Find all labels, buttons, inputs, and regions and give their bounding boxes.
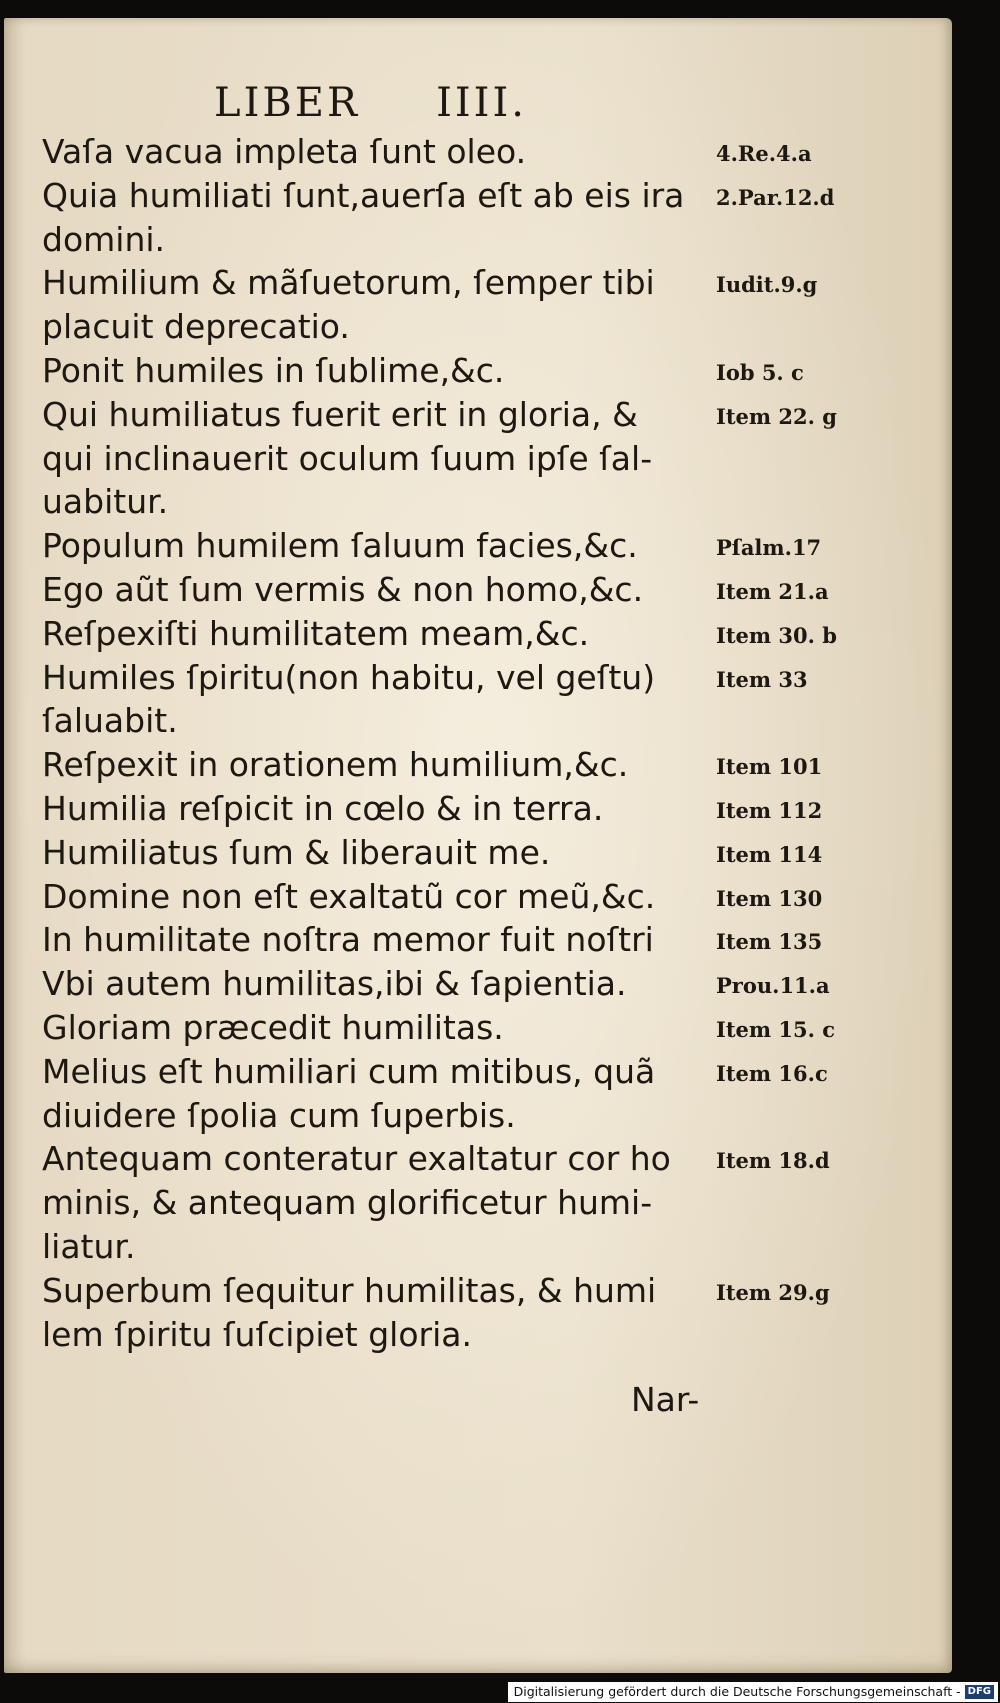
line-text: Humilium & mãſuetorum, ſemper tibi bbox=[42, 263, 655, 303]
text-line bbox=[42, 524, 942, 568]
line-text: Vbi autem humilitas,ibi & ſapientia. bbox=[42, 964, 627, 1004]
line-text: Humilia reſpicit in cœlo & in terra. bbox=[42, 788, 604, 828]
marginal-reference: Item 18.d bbox=[716, 1148, 830, 1174]
line-text: Reſpexit in orationem humilium,&c. bbox=[42, 745, 629, 785]
line-text: Domine non eſt exaltatũ cor meũ,&c. bbox=[42, 876, 656, 916]
text-line bbox=[42, 437, 942, 481]
text-line bbox=[42, 1181, 942, 1225]
text-line bbox=[42, 656, 942, 700]
marginal-reference: Item 21.a bbox=[716, 578, 829, 604]
marginal-reference: Iob 5. c bbox=[716, 359, 804, 385]
line-text: Ego aũt ſum vermis & non homo,&c. bbox=[42, 569, 644, 609]
marginal-reference: Item 15. c bbox=[716, 1016, 836, 1042]
line-text: Populum humilem ſaluum facies,&c. bbox=[42, 526, 638, 566]
line-text: Humiles ſpiritu(non habitu, vel geſtu) bbox=[42, 657, 656, 697]
text-block bbox=[42, 130, 942, 1356]
catchword: Nar- bbox=[631, 1380, 700, 1419]
digitization-footer bbox=[508, 1682, 998, 1702]
text-line bbox=[42, 962, 942, 1006]
text-line bbox=[42, 612, 942, 656]
marginal-reference: Item 33 bbox=[716, 666, 808, 692]
line-text: uabitur. bbox=[42, 482, 169, 522]
marginal-reference: Item 112 bbox=[716, 797, 823, 823]
text-line bbox=[42, 568, 942, 612]
marginal-reference: Item 29.g bbox=[716, 1279, 830, 1305]
text-line bbox=[42, 875, 942, 919]
marginal-reference: Pſalm.17 bbox=[716, 535, 822, 561]
line-text: Superbum ſequitur humilitas, & humi bbox=[42, 1270, 657, 1310]
text-line bbox=[42, 1225, 942, 1269]
text-line bbox=[42, 480, 942, 524]
text-line bbox=[42, 831, 942, 875]
text-line bbox=[42, 1269, 942, 1313]
line-text: Melius eſt humiliari cum mitibus, quã bbox=[42, 1051, 656, 1091]
marginal-reference: Item 16.c bbox=[716, 1060, 828, 1086]
text-line bbox=[42, 1050, 942, 1094]
running-header bbox=[214, 80, 527, 126]
text-line bbox=[42, 1094, 942, 1138]
line-text: qui inclinauerit oculum ſuum ipſe ſal- bbox=[42, 438, 653, 478]
text-line bbox=[42, 305, 942, 349]
line-text: diuidere ſpolia cum ſuperbis. bbox=[42, 1095, 516, 1135]
marginal-reference: Item 101 bbox=[716, 754, 823, 780]
marginal-reference: Item 135 bbox=[716, 929, 823, 955]
line-text: placuit deprecatio. bbox=[42, 307, 350, 347]
line-text: minis, & antequam glorificetur humi- bbox=[42, 1183, 653, 1223]
footer-text: Digitalisierung gefördert durch die Deutsche Forschungsgemeinschaft - bbox=[513, 1684, 961, 1699]
line-text: liatur. bbox=[42, 1226, 136, 1266]
header-number: IIII. bbox=[436, 80, 527, 126]
line-text: In humilitate noſtra memor fuit noſtri bbox=[42, 920, 654, 960]
line-text: domini. bbox=[42, 219, 166, 259]
text-line bbox=[42, 130, 942, 174]
text-line bbox=[42, 218, 942, 262]
line-text: Gloriam præcedit humilitas. bbox=[42, 1007, 504, 1047]
line-text: Qui humiliatus fuerit erit in gloria, & bbox=[42, 394, 638, 434]
line-text: Reſpexiſti humilitatem meam,&c. bbox=[42, 613, 590, 653]
text-line bbox=[42, 174, 942, 218]
marginal-reference: Prou.11.a bbox=[716, 973, 830, 999]
text-line bbox=[42, 393, 942, 437]
text-line bbox=[42, 699, 942, 743]
line-text: Humiliatus ſum & liberauit me. bbox=[42, 832, 551, 872]
text-line bbox=[42, 349, 942, 393]
dfg-logo: DFG bbox=[965, 1685, 994, 1699]
marginal-reference: Iudit.9.g bbox=[716, 272, 818, 298]
text-line bbox=[42, 1313, 942, 1357]
marginal-reference: 2.Par.12.d bbox=[716, 184, 835, 210]
text-line bbox=[42, 918, 942, 962]
text-line bbox=[42, 787, 942, 831]
book-page bbox=[4, 18, 952, 1673]
text-line bbox=[42, 261, 942, 305]
line-text: Vaſa vacua impleta ſunt oleo. bbox=[42, 132, 527, 171]
line-text: ſaluabit. bbox=[42, 701, 178, 741]
line-text: Quia humiliati ſunt,auerſa eſt ab eis ira bbox=[42, 175, 685, 215]
text-line bbox=[42, 1137, 942, 1181]
line-text: lem ſpiritu ſuſcipiet gloria. bbox=[42, 1314, 472, 1354]
line-text: Ponit humiles in ſublime,&c. bbox=[42, 350, 505, 390]
marginal-reference: Item 130 bbox=[716, 885, 823, 911]
text-line bbox=[42, 1006, 942, 1050]
header-liber: LIBER bbox=[214, 80, 361, 126]
marginal-reference: Item 30. b bbox=[716, 622, 837, 648]
marginal-reference: 4.Re.4.a bbox=[716, 141, 812, 166]
marginal-reference: Item 114 bbox=[716, 841, 823, 867]
text-line bbox=[42, 743, 942, 787]
line-text: Antequam conteratur exaltatur cor ho bbox=[42, 1139, 671, 1179]
marginal-reference: Item 22. g bbox=[716, 403, 837, 429]
